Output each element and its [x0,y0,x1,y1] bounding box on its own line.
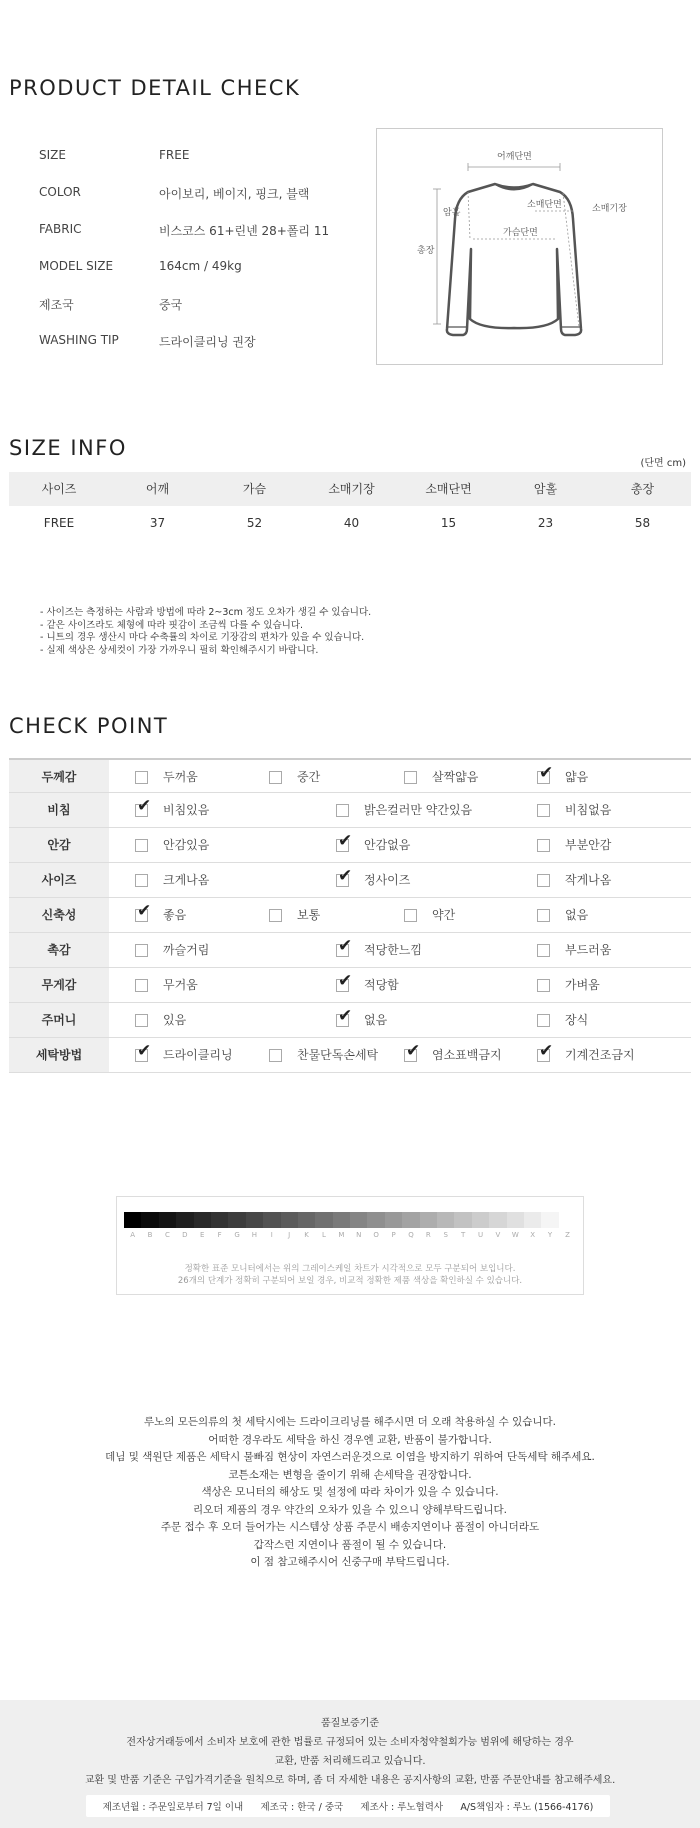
pd-value: 드라이클리닝 권장 [159,335,256,349]
grayscale-swatch [298,1212,315,1228]
grayscale-letter: I [270,1231,273,1239]
checkbox [404,1041,421,1062]
chest-label: 가슴단면 [503,228,538,238]
length-label: 총장 [417,246,435,256]
checkbox [336,1006,353,1027]
footer-heading: 품질보증기준 [321,1718,379,1729]
checkbox [336,936,353,957]
footer-line: 교환 및 반품 기준은 구입가격기준을 원칙으로 하며, 좀 더 자세한 내용은 공지사항의 교환, 반품 주문안내를 참고해주세요. [84,1775,616,1786]
check-option-label: 밝은컬러만 약간있음 [364,803,473,817]
check-row [9,933,691,968]
grayscale-swatch [385,1212,402,1228]
footer-line: 교환, 반품 처리해드리고 있습니다. [274,1756,426,1767]
checkbox [269,909,282,922]
grayscale-letter: Z [565,1231,570,1239]
sleeve-length-label: 소매기장 [592,204,627,214]
notice-line: 리오더 제품의 경우 약간의 오차가 있을 수 있으니 양해부탁드립니다. [192,1503,508,1516]
checkbox [135,979,148,992]
checkbox [336,831,353,852]
note-line: - 니트의 경우 생산시 마다 수축률의 차이로 기장감의 편차가 있을 수 있습니다. [40,632,365,643]
check-option-label: 좋음 [163,908,187,922]
size-notes [40,607,371,657]
grayscale-letter: P [391,1231,396,1239]
checkbox [135,901,152,922]
check-row-label: 무게감 [9,968,109,1002]
check-option-label: 안감있음 [163,838,210,852]
notice-line: 갑작스런 지연이나 품절이 될 수 있습니다. [253,1538,447,1551]
check-option-label: 있음 [163,1013,187,1027]
notice-line: 색상은 모니터의 해상도 및 설정에 따라 차이가 있을 수 있습니다. [201,1486,499,1498]
check-option-label: 염소표백금지 [432,1048,502,1062]
check-row-label: 촉감 [9,933,109,967]
pd-label: WASHING TIP [39,333,119,347]
size-unit: (단면 cm) [640,458,686,469]
check-option-label: 적당함 [364,978,399,992]
check-row-label: 비침 [9,793,109,827]
size-header-cell: 암홀 [533,482,558,496]
check-row-label: 두께감 [9,760,109,792]
grayscale-swatch [281,1212,298,1228]
check-mark-icon: ✔ [338,936,353,956]
grayscale-letter: M [338,1231,345,1239]
check-option-label: 기계건조금지 [565,1048,635,1062]
check-option-label: 드라이클리닝 [163,1048,233,1062]
grayscale-swatch [524,1212,541,1228]
grayscale-letter: W [511,1231,519,1239]
size-header-cell: 소매기장 [328,482,375,496]
grayscale-swatch [489,1212,506,1228]
pd-label: 제조국 [39,298,74,312]
grayscale-letter: N [356,1231,362,1239]
grayscale-swatch [559,1212,576,1228]
size-header-cell: 어깨 [145,482,170,496]
checkbox [135,771,148,784]
notice-line: 주문 접수 후 오더 들어가는 시스템상 상품 주문시 배송지연이나 품절이 아니더라도 [160,1521,540,1533]
check-option-label: 가벼움 [565,978,600,992]
checkbox [336,804,349,817]
grayscale-letter: Q [408,1231,414,1239]
check-mark-icon: ✔ [137,796,152,816]
as-contact: A/S책임자 : 루노 (1566-4176) [460,1802,594,1813]
grayscale-swatch [263,1212,280,1228]
grayscale-letter: V [495,1231,501,1239]
grayscale-swatch [141,1212,158,1228]
pd-label: COLOR [39,185,81,199]
checkbox [135,839,148,852]
check-row [9,863,691,898]
grayscale-letter: R [425,1231,431,1239]
care-notice [0,1414,700,1572]
check-row-label: 안감 [9,828,109,862]
notice-line: 데님 및 색원단 제품은 세탁시 물빠짐 현상이 자연스러운것으로 이염을 방지하기 위하여 단독세탁 해주세요. [105,1451,595,1463]
check-row-label: 주머니 [9,1003,109,1037]
check-option-label: 찬물단독손세탁 [297,1048,379,1062]
grayscale-strip [124,1212,576,1228]
manufacture-date: 제조년월 : 주문일로부터 7일 이내 [102,1802,244,1813]
check-mark-icon: ✔ [406,1041,421,1061]
size-cell: 52 [246,516,263,530]
check-row-label: 세탁방법 [9,1038,109,1072]
note-line: - 같은 사이즈라도 체형에 따라 핏감이 조금씩 다를 수 있습니다. [40,619,304,631]
grayscale-letter: T [460,1231,466,1239]
check-option-label: 부드러움 [565,943,612,957]
grayscale-letter: Y [547,1231,553,1239]
check-mark-icon: ✔ [539,763,554,783]
grayscale-chart [116,1196,584,1295]
check-row [9,968,691,1003]
checkbox [537,874,550,887]
size-cell: 37 [149,516,166,530]
grayscale-letter: X [530,1231,536,1239]
pd-label: MODEL SIZE [39,259,114,273]
check-option-label: 비침없음 [565,803,612,817]
grayscale-swatch [159,1212,176,1228]
checkbox [537,763,554,784]
grayscale-swatch [472,1212,489,1228]
check-option-label: 작게나옴 [565,873,612,887]
footer-line: 전자상거래등에서 소비자 보호에 관한 법률로 규정되어 있는 소비자청약철회가능 범위에 해당하는 경우 [126,1737,574,1748]
pd-value: 아이보리, 베이지, 핑크, 블랙 [159,187,310,201]
size-info-title: SIZE INFO [9,436,127,460]
check-mark-icon: ✔ [338,1006,353,1026]
size-cell: 58 [634,516,651,530]
size-cell: 23 [537,516,554,530]
check-row [9,898,691,933]
checkbox [537,909,550,922]
footer-text [0,1714,700,1790]
checkbox [537,944,550,957]
grayscale-swatch [402,1212,419,1228]
grayscale-letter: F [217,1231,222,1239]
check-option-label: 없음 [364,1013,388,1027]
grayscale-letter: D [182,1231,188,1239]
check-mark-icon: ✔ [338,866,353,886]
checkbox [336,971,353,992]
grayscale-letter: L [322,1231,326,1239]
armhole-label: 암홀 [443,208,461,218]
sweater-illustration [377,129,662,364]
grayscale-swatch [420,1212,437,1228]
grayscale-letter: J [288,1231,291,1239]
grayscale-note-line: 정확한 표준 모니터에서는 위의 그레이스케일 차트가 시각적으로 모두 구분되어 보입니다. [184,1264,516,1274]
check-option-label: 두꺼움 [163,770,198,784]
grayscale-letter: A [130,1231,136,1239]
pd-label: FABRIC [39,222,82,236]
size-table-header [9,472,691,506]
pd-value: 중국 [159,298,183,312]
check-row [9,1038,691,1073]
check-row [9,793,691,828]
product-detail-title: PRODUCT DETAIL CHECK [9,76,301,100]
grayscale-swatch [194,1212,211,1228]
grayscale-swatch [541,1212,558,1228]
checkbox [135,1041,152,1062]
check-point-table [9,758,691,1073]
grayscale-swatch [507,1212,524,1228]
check-option-label: 중간 [297,770,321,784]
grayscale-swatch [367,1212,384,1228]
checkbox [135,796,152,817]
check-mark-icon: ✔ [338,831,353,851]
manufacture-country: 제조국 : 한국 / 중국 [260,1802,344,1813]
checkbox [537,804,550,817]
check-option-label: 부분안감 [565,838,612,852]
grayscale-letters [124,1231,576,1239]
check-mark-icon: ✔ [137,1041,152,1061]
grayscale-swatch [246,1212,263,1228]
check-option-label: 얇음 [565,770,589,784]
pd-value: 비스코스 61+린넨 28+폴리 11 [159,224,330,238]
check-row [9,758,691,793]
grayscale-swatch [350,1212,367,1228]
note-line: - 실제 색상은 상세컷이 가장 가까우니 필히 확인해주시기 바랍니다. [40,644,319,656]
grayscale-swatch [124,1212,141,1228]
size-table-row [9,506,691,540]
size-header-cell: 소매단면 [425,482,472,496]
pd-label: SIZE [39,148,66,162]
notice-line: 어떠한 경우라도 세탁을 하신 경우엔 교환, 반품이 불가합니다. [208,1433,492,1446]
check-option-label: 약간 [432,908,456,922]
size-header-cell: 가슴 [242,482,267,496]
pd-value: 164cm / 49kg [159,259,242,273]
check-option-label: 적당한느낌 [364,943,422,957]
grayscale-letter: U [477,1231,484,1239]
grayscale-note [117,1263,583,1287]
check-option-label: 비침있음 [163,803,210,817]
grayscale-swatch [437,1212,454,1228]
grayscale-swatch [333,1212,350,1228]
notice-line: 코튼소재는 변형을 줄이기 위해 손세탁을 권장합니다. [228,1468,472,1481]
note-line: - 사이즈는 측정하는 사람과 방법에 따라 2~3cm 정도 오차가 생길 수 있습니다. [40,607,372,618]
grayscale-swatch [176,1212,193,1228]
check-mark-icon: ✔ [539,1041,554,1061]
quality-footer [0,1700,700,1828]
checkbox [404,909,417,922]
grayscale-swatch [211,1212,228,1228]
check-mark-icon: ✔ [338,971,353,991]
checkbox [404,771,417,784]
check-option-label: 크게나옴 [163,873,210,887]
checkbox [537,839,550,852]
checkbox [135,1014,148,1027]
size-cell: 40 [343,516,360,530]
manufacturer-info [86,1795,610,1817]
grayscale-letter: K [304,1231,309,1239]
check-option-label: 없음 [565,908,589,922]
shoulder-label: 어깨단면 [497,152,532,162]
check-option-label: 안감없음 [364,838,411,852]
grayscale-swatch [228,1212,245,1228]
size-header-cell: 총장 [630,482,655,496]
check-point-title: CHECK POINT [9,714,169,738]
checkbox [537,1041,554,1062]
size-cell: FREE [43,516,75,530]
notice-line: 루노의 모든의류의 첫 세탁시에는 드라이크리닝를 해주시면 더 오래 착용하실 수 있습니다. [143,1416,556,1428]
check-option-label: 장식 [565,1013,589,1027]
grayscale-swatch [454,1212,471,1228]
manufacturer: 제조사 : 루노협력사 [360,1802,444,1813]
checkbox [537,1014,550,1027]
check-option-label: 정사이즈 [364,873,411,887]
size-cell: 15 [440,516,457,530]
check-option-label: 까슬거림 [163,943,210,957]
checkbox [269,771,282,784]
check-row-label: 신축성 [9,898,109,932]
garment-diagram [376,128,663,365]
check-row-label: 사이즈 [9,863,109,897]
grayscale-letter: B [147,1231,153,1239]
check-option-label: 살짝얇음 [432,770,479,784]
grayscale-swatch [315,1212,332,1228]
grayscale-letter: G [234,1231,240,1239]
check-row [9,828,691,863]
check-option-label: 보통 [297,908,321,922]
checkbox [537,979,550,992]
grayscale-letter: E [200,1231,205,1239]
grayscale-note-line: 26개의 단계가 정확히 구분되어 보일 경우, 비교적 정확한 제품 색상을 확인하실 수 있습니다. [177,1276,523,1286]
notice-line: 이 점 참고해주시어 신중구매 부탁드립니다. [250,1556,450,1568]
checkbox [135,944,148,957]
check-row [9,1003,691,1038]
grayscale-letter: S [443,1231,448,1239]
grayscale-letter: C [165,1231,170,1239]
checkbox [336,866,353,887]
sleeve-width-label: 소매단면 [527,200,562,210]
pd-value: FREE [159,148,190,162]
grayscale-letter: O [373,1231,379,1239]
check-option-label: 무거움 [163,978,198,992]
grayscale-letter: H [251,1231,258,1239]
checkbox [135,874,148,887]
check-mark-icon: ✔ [137,901,152,921]
size-header-cell: 사이즈 [41,482,77,496]
checkbox [269,1049,282,1062]
